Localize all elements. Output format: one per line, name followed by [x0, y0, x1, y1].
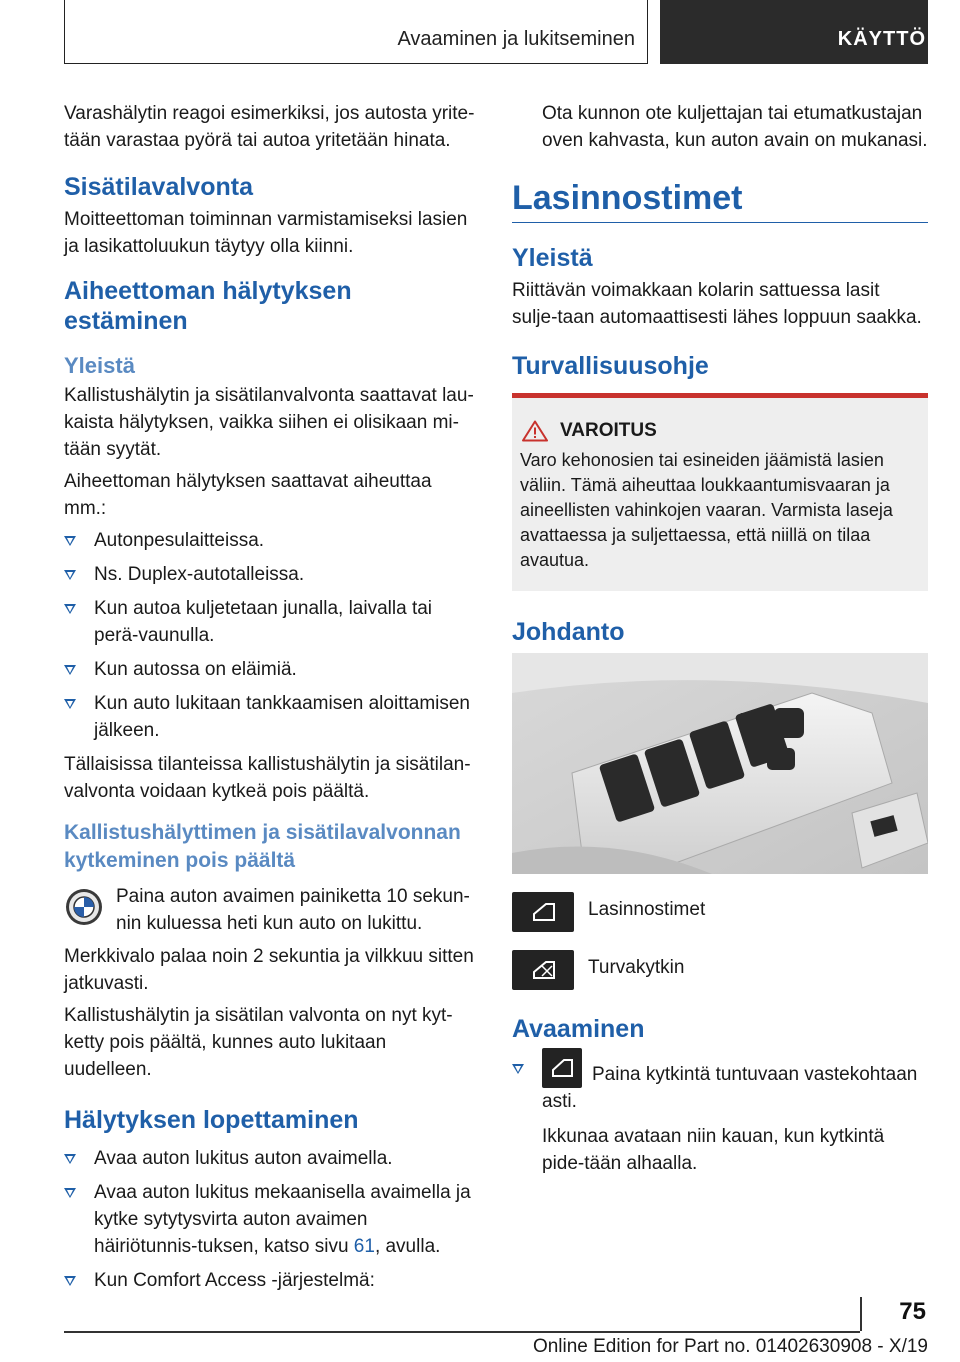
- section-tab: [64, 0, 648, 64]
- list-item: Avaa auton lukitus mekaanisella avaimella ja kytke sytytysvirta auton avaimen häiriötunnis-tuksen, katso sivu 61, avulla.: [64, 1179, 476, 1260]
- list-item: [512, 1048, 928, 1177]
- left-column: [64, 100, 476, 1301]
- heading-stop-alarm: Hälytyksen lopettaminen: [64, 1106, 359, 1134]
- triangle-bullet-icon: [64, 1276, 76, 1286]
- opening-hold-text: Ikkunaa avataan niin kauan, kun kytkintä pide-tään alhaalla.: [542, 1126, 885, 1174]
- heading-general-right: Yleistä: [512, 244, 593, 272]
- heading-windows: Lasinnostimet: [512, 176, 928, 223]
- off-paragraph: Kallistushälytin ja sisätilan valvonta on nyt kyt-ketty pois päältä, kunnes auto lukitaan uudelleen.: [64, 1005, 453, 1080]
- causes-intro: Aiheettoman hälytyksen saattavat aiheuttaa mm.:: [64, 471, 432, 519]
- list-item: Kun Comfort Access -järjestelmä:: [64, 1267, 476, 1294]
- warning-header: [520, 420, 920, 442]
- heading-general-left: Yleistä: [64, 353, 135, 378]
- triangle-bullet-icon: [64, 604, 76, 614]
- opening-list: [512, 1048, 928, 1177]
- heading-opening: Avaaminen: [512, 1015, 645, 1043]
- right-column: [512, 100, 928, 1184]
- general-paragraph: Kallistushälytin ja sisätilanvalvonta saattavat lau-kaista hälytyksen, vaikka siihen ei olisikaan mi-tään syytät.: [64, 385, 474, 460]
- list-item: Avaa auton lukitus auton avaimella.: [64, 1145, 476, 1172]
- triangle-bullet-icon: [512, 1064, 524, 1074]
- heading-switch-off: Kallistushälyttimen ja sisätilavalvonnan kytkeminen pois päältä: [64, 821, 461, 872]
- window-switch-icon: [512, 892, 574, 932]
- list-item: Autonpesulaitteissa.: [64, 527, 476, 554]
- list-item: Kun autossa on eläimiä.: [64, 656, 476, 683]
- warning-box: [512, 393, 928, 591]
- opening-text: Paina kytkintä tuntuvaan vastekohtaan asti.: [542, 1064, 918, 1112]
- page-header: [64, 0, 928, 64]
- heading-introduction: Johdanto: [512, 618, 625, 646]
- legend-safety-switch: [512, 950, 928, 990]
- page-number: 75: [899, 1298, 926, 1325]
- footer-rule: [64, 1331, 860, 1333]
- car-key-icon: [64, 887, 104, 927]
- heading-false-alarm: Aiheettoman hälytyksen estäminen: [64, 277, 352, 335]
- window-switch-inline-icon: [542, 1048, 582, 1088]
- interior-paragraph: Moitteettoman toiminnan varmistamiseksi lasien ja lasikattoluukun täytyy olla kiinni.: [64, 209, 468, 257]
- key-paragraph: Paina auton avaimen painiketta 10 sekun-nin kuluessa heti kun auto on lukittu.: [116, 886, 470, 934]
- causes-list: [64, 527, 476, 744]
- heading-safety: Turvallisuusohje: [512, 352, 709, 380]
- triangle-bullet-icon: [64, 570, 76, 580]
- chapter-tab: [660, 0, 928, 64]
- stop-list: [64, 1145, 476, 1294]
- footer-divider: [860, 1297, 862, 1331]
- situations-paragraph: Tällaisissa tilanteissa kallistushälytin ja sisätilan-valvonta voidaan kytkeä pois päältä.: [64, 754, 471, 802]
- edition-note: Online Edition for Part no. 01402630908 - X/19: [532, 1336, 928, 1357]
- warning-text: Varo kehonosien tai esineiden jäämistä lasien väliin. Tämä aiheuttaa loukkaantumisvaaran ja aineellisten vahinkojen vaaran. Varmista laseja avattaessa ja suljettaessa, että niillä on tilaa avautua.: [520, 450, 893, 570]
- key-instruction: [64, 883, 476, 937]
- indicator-paragraph: Merkkivalo palaa noin 2 sekuntia ja vilkkuu sitten jatkuvasti.: [64, 946, 474, 994]
- chapter-title: KÄYTTÖ: [837, 28, 926, 50]
- window-switch-photo: [512, 653, 928, 874]
- safety-switch-icon: [512, 950, 574, 990]
- list-item: Kun auto lukitaan tankkaamisen aloittamisen jälkeen.: [64, 690, 476, 744]
- list-item: Ns. Duplex-autotalleissa.: [64, 561, 476, 588]
- legend-safety-label: Turvakytkin: [588, 957, 685, 978]
- legend-windows-label: Lasinnostimet: [588, 899, 706, 920]
- legend-windows: [512, 892, 928, 932]
- triangle-bullet-icon: [64, 536, 76, 546]
- triangle-bullet-icon: [64, 1154, 76, 1164]
- intro-paragraph: Varashälytin reagoi esimerkiksi, jos autosta yrite-tään varastaa pyörä tai autoa yritetään hinata.: [64, 103, 475, 151]
- continuation-paragraph: Ota kunnon ote kuljettajan tai etumatkustajan oven kahvasta, kun auton avain on mukanasi.: [542, 103, 928, 151]
- page-link[interactable]: 61: [353, 1236, 375, 1257]
- warning-title: VAROITUS: [560, 420, 657, 441]
- list-item: Kun autoa kuljetetaan junalla, laivalla tai perä-vaunulla.: [64, 595, 476, 649]
- heading-interior-monitoring: Sisätilavalvonta: [64, 173, 253, 201]
- section-title: Avaaminen ja lukitseminen: [397, 28, 635, 50]
- warning-triangle-icon: [522, 420, 548, 442]
- triangle-bullet-icon: [64, 1188, 76, 1198]
- triangle-bullet-icon: [64, 665, 76, 675]
- general-right-paragraph: Riittävän voimakkaan kolarin sattuessa lasit sulje-taan automaattisesti lähes loppuun saakka.: [512, 280, 922, 328]
- triangle-bullet-icon: [64, 699, 76, 709]
